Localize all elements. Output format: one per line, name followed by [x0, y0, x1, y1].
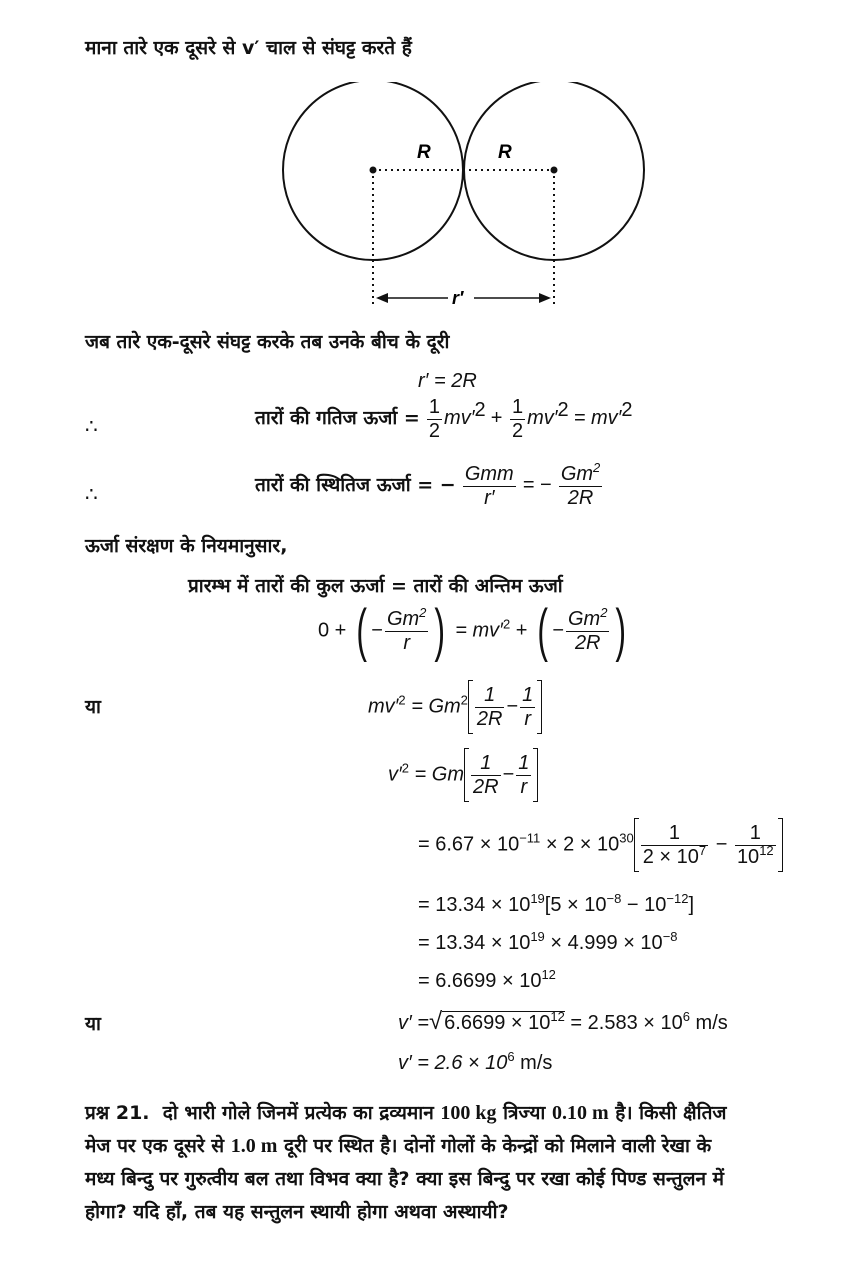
- question-21-line-3: मध्य बिन्दु पर गुरुत्वीय बल तथा विभव क्या है? क्या इस बिन्दु पर रखा कोई पिण्ड सन्तुलन में: [85, 1168, 724, 1190]
- label-rprime: r′: [452, 288, 464, 308]
- therefore-symbol-2: ∴: [85, 484, 98, 506]
- question-21-line-1: प्रश्न 21. दो भारी गोले जिनमें प्रत्येक का द्रव्यमान 100 kg त्रिज्या 0.10 m है। किसी क्षैतिज: [85, 1102, 727, 1124]
- equation-sqrt: v′ =√ $6.6699 \times 10^{12} = 2.583 \times 10^6$ m/s: [398, 1008, 728, 1035]
- energy-statement: प्रारम्भ में तारों की कुल ऊर्जा = तारों की अन्तिम ऊर्जा: [188, 575, 563, 597]
- eq-rprime: r′ = 2R: [418, 370, 477, 392]
- ya-label-2: या: [85, 1013, 101, 1035]
- equation-step-6: = $6.6699 \times 10^{12}$: [418, 967, 556, 992]
- distance-text: जब तारे एक-दूसरे संघट्ट करके तब उनके बीच के दूरी: [85, 331, 450, 353]
- potential-energy-equation: तारों की स्थितिज ऊर्जा = − $\frac{\text{Gmm}}{r'}$ = − $\frac{Gm^2}{2R}$: [255, 460, 601, 509]
- arrow-head-left: [376, 293, 388, 303]
- question-21-line-4: होगा? यदि हाँ, तब यह सन्तुलन स्थायी होगा अथवा अस्थायी?: [85, 1201, 509, 1223]
- label-r-left: R: [417, 142, 431, 163]
- question-21-line-2: मेज पर एक दूसरे से 1.0 m दूरी पर स्थित है। दोनों गोलों के केन्द्रों को मिलाने वाली रेखा के: [85, 1135, 712, 1157]
- equation-step-4: = $13.34 \times 10^{19}[5 \times 10^{-8} - 10^{-12}]$: [418, 891, 695, 916]
- equation-substitution: = $6.67 \times 10^{-11} \times 2 \times 10^{30}$ $\frac{1}{2 \times 10^7}$ − $\frac{1}{10^{12}}$: [418, 818, 783, 872]
- therefore-symbol-1: ∴: [85, 416, 98, 438]
- two-stars-diagram: [270, 82, 650, 312]
- arrow-head-right: [539, 293, 551, 303]
- label-r-right: R: [498, 142, 512, 163]
- question-number: प्रश्न 21.: [85, 1102, 150, 1124]
- kinetic-energy-equation: तारों की गतिज ऊर्जा = $\frac{1}{2}$ $mv'^2$ + $\frac{1}{2}$ $mv'^2 = mv'^2$: [255, 396, 633, 442]
- ya-label-1: या: [85, 696, 101, 718]
- energy-balance-equation: 0 + ( − $\frac{Gm^2}{r}$ ) = $mv'^2$ + ( − $\frac{Gm^2}{2R}$ ): [318, 598, 627, 663]
- equation-mv2: $mv'^2 = Gm^2$ $\frac{1}{2R}$ − $\frac{1}{r}$: [368, 680, 542, 734]
- equation-step-5: = $13.34 \times 10^{19} \times 4.999 \times 10^{-8}$: [418, 929, 678, 954]
- equation-final: $v' = 2.6 \times 10^6$ m/s: [398, 1049, 553, 1074]
- intro-text: माना तारे एक दूसरे से v′ चाल से संघट्ट करते हैं: [85, 37, 412, 59]
- equation-v2: $v'^2 = Gm$ $\frac{1}{2R}$ − $\frac{1}{r}$: [388, 748, 538, 802]
- conservation-heading: ऊर्जा संरक्षण के नियमानुसार,: [85, 535, 288, 557]
